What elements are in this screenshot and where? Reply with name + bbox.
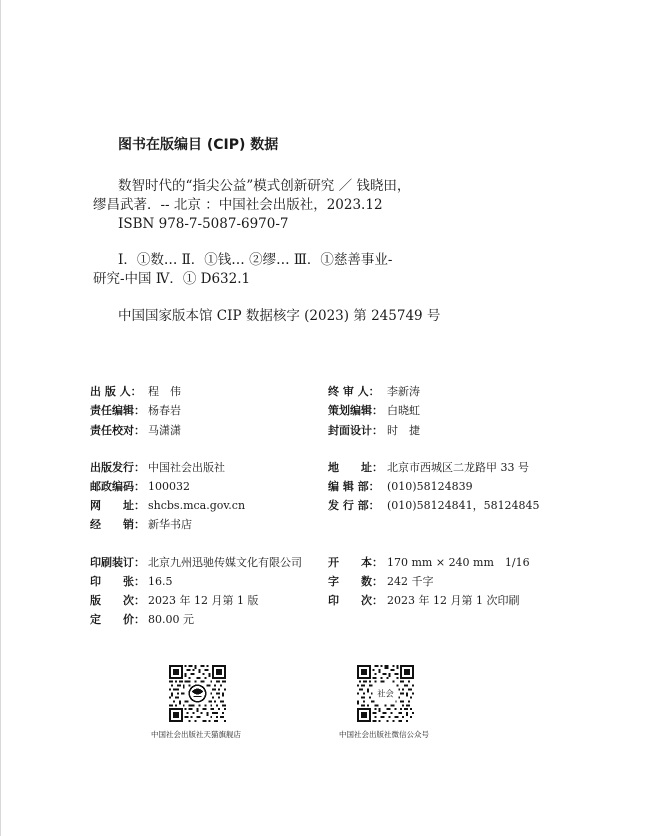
cip-line-record-number: 中国国家版本馆 CIP 数据核字 (2023) 第 245749 号: [118, 308, 441, 324]
distributor-label: 出版发行：: [90, 461, 145, 474]
printing-row: [328, 594, 519, 608]
planning-editor-row: [328, 404, 420, 418]
editorial-dept-label: 编 辑 部：: [328, 480, 380, 493]
edition-label: 版 次：: [90, 594, 145, 607]
editor-value: 杨春岩: [148, 404, 181, 417]
distributor-row: [90, 461, 225, 475]
seller-label: 经 销：: [90, 518, 145, 531]
postcode-value: 100032: [148, 480, 190, 493]
word-count-label: 字 数：: [328, 575, 383, 588]
printer-value: 北京九州迅驰传媒文化有限公司: [148, 556, 302, 569]
editor-row: [90, 404, 181, 418]
format-row: [328, 556, 530, 570]
edition-row: [90, 594, 258, 608]
printer-label: 印刷装订：: [90, 556, 145, 569]
postcode-label: 邮政编码：: [90, 480, 145, 493]
final-reviewer-row: [328, 385, 420, 399]
price-value: 80.00 元: [148, 613, 194, 626]
publisher-row: [90, 385, 181, 399]
format-value: 170 mm × 240 mm 1/16: [387, 556, 530, 569]
address-row: [328, 461, 529, 475]
proofreader-label: 责任校对：: [90, 424, 145, 437]
cover-designer-label: 封面设计：: [328, 424, 383, 437]
sales-dept-label: 发 行 部：: [328, 499, 380, 512]
website-value: shcbs.mca.gov.cn: [148, 499, 246, 512]
seller-value: 新华书店: [148, 518, 192, 531]
seller-row: [90, 518, 192, 532]
editorial-dept-value: (010)58124839: [387, 480, 473, 493]
cip-line-classification-cont: 研究-中国 Ⅳ．① D632.1: [93, 271, 251, 287]
word-count-value: 242 千字: [387, 575, 434, 588]
final-reviewer-label: 终 审 人：: [328, 385, 380, 398]
cip-line-authors: 缪昌武著．-- 北京 ：中国社会出版社，2023.12: [93, 197, 383, 213]
postcode-row: [90, 480, 190, 494]
publisher-value: 程 伟: [148, 385, 181, 398]
address-value: 北京市西城区二龙路甲 33 号: [387, 461, 529, 474]
tmall-store-caption: 中国社会出版社天猫旗舰店: [151, 730, 241, 739]
printing-value: 2023 年 12 月第 1 次印刷: [387, 594, 520, 607]
planning-editor-value: 白晓虹: [387, 404, 420, 417]
publisher-label: 出 版 人：: [90, 385, 142, 398]
edition-value: 2023 年 12 月第 1 版: [148, 594, 259, 607]
cover-designer-row: [328, 424, 420, 438]
cip-title: 图书在版编目 (CIP) 数据: [118, 137, 279, 153]
editorial-dept-row: [328, 480, 473, 494]
tmall-store-qr-code[interactable]: [169, 665, 226, 722]
sheets-label: 印 张：: [90, 575, 145, 588]
sales-dept-row: [328, 499, 540, 513]
page-edge: [0, 0, 1, 836]
wechat-account-caption: 中国社会出版社微信公众号: [339, 730, 429, 739]
price-row: [90, 613, 194, 627]
final-reviewer-value: 李新涛: [387, 385, 420, 398]
website-label: 网 址：: [90, 499, 145, 512]
cip-line-classification: Ⅰ．①数… Ⅱ．①钱… ②缪… Ⅲ．①慈善事业-: [118, 252, 393, 268]
proofreader-value: 马潇潇: [148, 424, 181, 437]
website-row: [90, 499, 245, 513]
word-count-row: [328, 575, 434, 589]
sheets-row: [90, 575, 173, 589]
printing-label: 印 次：: [328, 594, 383, 607]
format-label: 开 本：: [328, 556, 383, 569]
planning-editor-label: 策划编辑：: [328, 404, 383, 417]
sheets-value: 16.5: [148, 575, 173, 588]
distributor-value: 中国社会出版社: [148, 461, 225, 474]
editor-label: 责任编辑：: [90, 404, 145, 417]
cip-line-isbn: ISBN 978-7-5087-6970-7: [118, 216, 289, 232]
address-label: 地 址：: [328, 461, 383, 474]
wechat-logo-text: 社会: [377, 688, 394, 699]
proofreader-row: [90, 424, 181, 438]
sales-dept-value: (010)58124841，58124845: [387, 499, 540, 512]
cover-designer-value: 时 捷: [387, 424, 420, 437]
wechat-account-qr-code[interactable]: [357, 665, 414, 722]
cip-line-title: 数智时代的“指尖公益”模式创新研究 ／ 钱晓田，: [118, 178, 411, 194]
printer-row: [90, 556, 302, 570]
price-label: 定 价：: [90, 613, 145, 626]
